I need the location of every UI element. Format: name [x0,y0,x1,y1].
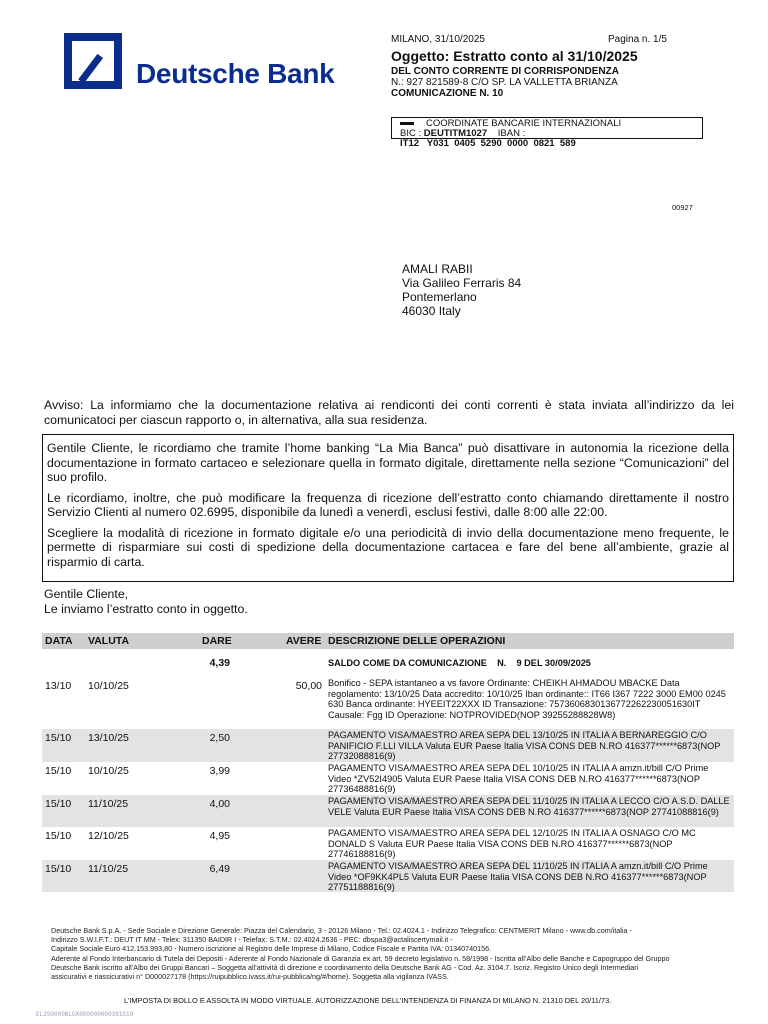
bic-value: DEUTITM1027 [423,128,488,139]
row-dare: 2,50 [209,732,230,744]
notice-text: Avviso: La informiamo che la documentazione relativa ai rendiconti dei conti correnti è stata inviata all’indirizzo da lei comunicatoci per ciascun rapporto o, in alternativa, alla sua residenza. [44,398,734,427]
row-date: 15/10 [45,765,72,777]
recipient-postal: 46030 Italy [402,304,461,318]
header-dare: DARE [202,635,232,647]
stamp-duty-note: L’IMPOSTA DI BOLLO E ASSOLTA IN MODO VIRTUALE. AUTORIZZAZIONE DELL’INTENDENZA DI FINANZA DI MILANO N. 21310 DEL 20/11/73. [124,996,612,1005]
row-dare: 6,49 [209,863,230,875]
info-paragraph-2: Le ricordiamo, inoltre, che può modificare la frequenza di ricezione dell’estratto conto chiamando direttamente il nostro Servizio Clienti al numero 02.6995, disponibile da lunedì a venerdì, esclusi festivi, dalle 8:00 alle 22:00. [47,490,729,519]
reference-code: 00927 [672,203,693,212]
row-description: Bonifico - SEPA istantaneo a vs favore Ordinante: CHEIKH AHMADOU MBACKE Data regolamento: 13/10/25 Data accredito: 10/10/25 Iban ordinante:: IT66 I367 7222 3000 EM00 0245 630 Banca ordinante: HYEEIT22XXX ID Transazione: 7573606830136772262230051630IT Causale: Fgg ID Operazione: NOTPROVIDED(NOP 39255288828W8) [328,678,726,720]
row-avere: 50,00 [295,680,322,692]
coord-title: COORDINATE BANCARIE INTERNAZIONALI [426,118,622,129]
page-number: Pagina n. 1/5 [608,34,667,45]
recipient-city: Pontemerlano [402,290,477,304]
deutsche-bank-logo-icon [64,33,122,89]
row-date: 15/10 [45,863,72,875]
bank-name: Deutsche Bank [136,58,335,89]
footer-line: Deutsche Bank S.p.A. - Sede Sociale e Direzione Generale: Piazza del Calendario, 3 - 20126 Milano - Tel.: 02.4024.1 - Indirizzo Telegrafico: CENTMERIT Milano - www.db.com/italia - [51,926,632,935]
table-row [42,729,734,762]
table-row [42,860,734,892]
recipient-name: AMALI RABII [402,262,473,276]
row-description: PAGAMENTO VISA/MAESTRO AREA SEPA DEL 11/10/25 IN ITALIA A amzn.it/bill C/O Prime Video *OF9KK4PL5 Valuta EUR Paese Italia VISA CONS DEB N.RO 416377******6873(NOP 27751188816(9) [328,861,708,892]
statement-subject: Oggetto: Estratto conto al 31/10/2025 [391,48,638,64]
row-description: PAGAMENTO VISA/MAESTRO AREA SEPA DEL 13/10/25 IN ITALIA A BERNAREGGIO C/O PANIFICIO F.LLI VILLA Valuta EUR Paese Italia VISA CONS DEB N.RO 416377******6873(NOP 27732088816(9) [328,730,721,761]
greeting-line-2: Le inviamo l’estratto conto in oggetto. [44,602,248,616]
header-data: DATA [45,635,73,647]
coord-marker [400,122,414,125]
recipient-street: Via Galileo Ferraris 84 [402,276,522,290]
footer-line: Indirizzo S.W.I.F.T.: DEUT IT MM - Telex: 311350 BAIDIR I - Telefax: S.T.M.: 02.4024.2636 - PEC: dbspa3@actaliscertymail.it - [51,935,453,945]
account-info [391,66,619,99]
legal-footer [51,926,701,981]
row-valuta: 11/10/25 [88,798,129,810]
communication-number: COMUNICAZIONE N. 10 [391,88,504,99]
document-barcode-text: EL2S0000BLUX000000000391519 [36,1011,134,1018]
transactions-table-header [42,633,734,649]
table-row [42,677,734,729]
row-dare: 3,99 [209,765,230,777]
footer-line: Aderente al Fondo Interbancario di Tutela dei Depositi - Aderente al Fondo Nazionale di Garanzia ex art. 59 decreto legislativo n. 58/1998 - Iscritta all’Albo delle Banche e Capogruppo del Gruppo [51,953,670,963]
coord-values [400,129,702,149]
greeting [44,587,248,617]
footer-line: Capitale Sociale Euro 412.153.993,80 - Numero iscrizione al Registro delle Imprese di Milano, Codice Fiscale e Partita IVA: 01340740156. [51,944,492,954]
saldo-description: SALDO COME DA COMUNICAZIONE N. 9 DEL 30/09/2025 [328,658,591,668]
header-descrizione: DESCRIZIONE DELLE OPERAZIONI [328,635,506,647]
bic-label: BIC : [400,128,422,139]
bank-coordinates-box [391,117,703,149]
row-dare: 4,95 [209,830,230,842]
place-date: MILANO, 31/10/2025 [391,34,485,45]
greeting-line-1: Gentile Cliente, [44,587,129,601]
row-valuta: 12/10/25 [88,830,129,842]
table-row [42,762,734,795]
row-valuta: 10/10/25 [88,765,129,777]
row-description: PAGAMENTO VISA/MAESTRO AREA SEPA DEL 11/10/25 IN ITALIA A LECCO C/O A.S.D. DALLE VELE Valuta EUR Paese Italia VISA CONS DEB N.RO 416377******6873(NOP 27741088816(9) [328,796,730,817]
row-date: 15/10 [45,732,72,744]
row-date: 15/10 [45,830,72,842]
row-valuta: 11/10/25 [88,863,129,875]
row-dare: 4,00 [209,798,230,810]
recipient-address [402,262,521,318]
row-description: PAGAMENTO VISA/MAESTRO AREA SEPA DEL 12/10/25 IN ITALIA A OSNAGO C/O MC DONALD S Valuta EUR Paese Italia VISA CONS DEB N.RO 416377******6873(NOP 27746188816(9) [328,828,696,859]
saldo-amount: 4,39 [209,657,230,669]
info-paragraph-1: Gentile Cliente, le ricordiamo che tramite l’home banking “La Mia Banca” può disattivare in autonomia la ricezione della documentazione in formato cartaceo e selezionare quella in formato digitale, direttamente nella sezione “Comunicazioni” del suo profilo. [47,441,729,484]
table-row [42,827,734,860]
row-valuta: 10/10/25 [88,680,129,692]
row-date: 15/10 [45,798,72,810]
info-paragraph-3: Scegliere la modalità di ricezione in formato digitale e/o una periodicità di invio della documentazione meno frequente, le permette di risparmiare sui costi di spedizione della documentazione cartacea e fare del bene all’ambiente, grazie al risparmio di carta. [47,525,729,569]
logo-slash [78,54,103,84]
iban-value: IT12 Y031 0405 5290 0000 0821 589 [400,138,576,149]
header-avere: AVERE [286,635,322,647]
row-valuta: 13/10/25 [88,732,129,744]
account-type: DEL CONTO CORRENTE DI CORRISPONDENZA [391,66,619,77]
iban-label: IBAN : [497,128,526,139]
header-valuta: VALUTA [88,635,130,647]
footer-line: assicurativi e riassicurativi n° D000027178 (https://ruipubblico.ivass.it/rui-pubblica/ng/#/home). Soggetta alla vigilanza IVASS. [51,972,449,982]
row-date: 13/10 [45,680,72,692]
table-row [42,795,734,827]
footer-line: Deutsche Bank iscritto all’Albo dei Gruppi Bancari – Soggetta all’attività di direzione e coordinamento della Deutsche Bank AG - Cod. Az. 3104.7. Iscriz. Registro Unico degli Intermediari [51,962,639,972]
row-description: PAGAMENTO VISA/MAESTRO AREA SEPA DEL 10/10/25 IN ITALIA A amzn.it/bill C/O Prime Video *ZV52I4905 Valuta EUR Paese Italia VISA CONS DEB N.RO 416377******6873(NOP 27736488816(9) [328,763,709,794]
account-number: N.: 927 821589-8 C/O SP. LA VALLETTA BRIANZA [391,77,618,88]
info-box [42,434,734,582]
